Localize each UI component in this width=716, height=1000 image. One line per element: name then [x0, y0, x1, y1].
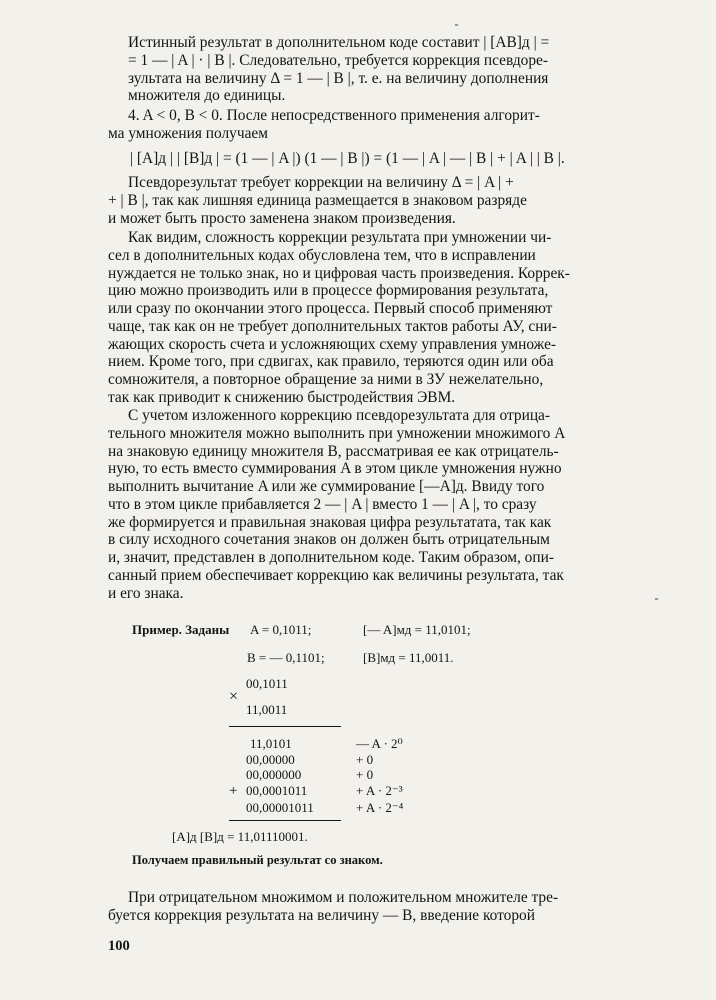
partial-product: 11,0101	[250, 736, 292, 751]
text-line: в силу исходного сочетания знаков он должен быть отрицательным	[108, 531, 550, 549]
text-line: буется коррекция результата на величину — B, введение которой	[108, 906, 535, 924]
text-line: 4. A < 0, B < 0. После непосредственного применения алгорит-	[128, 107, 540, 124]
example-conclusion: Получаем правильный результат со знаком.	[132, 853, 383, 867]
text-line: выполнить вычитание A или же суммирование [—A]д. Ввиду того	[108, 478, 545, 495]
text-line: и может быть просто заменена знаком произведения.	[108, 209, 456, 227]
print-speck	[455, 24, 458, 26]
text-line: Псевдорезультат требует коррекции на величину Δ = | A | +	[128, 174, 514, 191]
text-line: зультата на величину Δ = 1 — | B |, т. е. на величину дополнения	[128, 69, 549, 87]
text-line: множителя до единицы.	[128, 87, 286, 105]
paragraph-pseudo-result	[108, 174, 666, 227]
partial-product-note: + 0	[356, 752, 374, 767]
partial-product-note: + A · 2⁻³	[356, 783, 403, 798]
partial-product-note: + A · 2⁻⁴	[356, 800, 404, 815]
text-line: При отрицательном множимом и положительном множителе тре-	[128, 889, 559, 906]
paragraph-true-result	[108, 34, 666, 105]
paragraph-case-4	[108, 107, 666, 143]
partial-product: 00,00000	[246, 752, 295, 767]
multiply-sign: ×	[229, 688, 239, 705]
text-line: Как видим, сложность коррекции результата при умножении чи-	[128, 229, 552, 246]
example-a-definition: A = 0,1011;	[250, 622, 312, 637]
text-line: сел в дополнительных кодах обусловлена тем, что в исправлении	[108, 246, 536, 264]
text-line: на знаковую единицу множителя B, рассматривая ее как отрицатель-	[108, 442, 559, 460]
text-line: санный прием обеспечивает коррекцию как величины результата, так	[108, 566, 564, 584]
text-line: + | B |, так как лишняя единица размещается в знаковом разряде	[108, 191, 527, 209]
partial-product: 00,000000	[246, 767, 302, 782]
formula-pseudo-result: | [A]д | | [B]д | = (1 — | A |) (1 — | B |) = (1 — | A | — | B | + | A | | B |.	[130, 150, 565, 167]
text-line: и его знака.	[108, 584, 184, 602]
text-line: нуждается не только знак, но и цифровая часть произведения. Коррек-	[108, 264, 570, 282]
example-b-modified-code: [B]мд = 11,0011.	[363, 650, 454, 665]
addition-sign: +	[229, 783, 238, 799]
text-line: С учетом изложенного коррекцию псевдорезультата для отрица-	[128, 407, 551, 424]
text-line: жающих скорость счета и усложняющих схему управления умноже-	[108, 335, 557, 353]
partial-product-note: — A · 2⁰	[356, 736, 403, 751]
example-result: [A]д [B]д = 11,01110001.	[172, 829, 308, 844]
page-number: 100	[108, 938, 130, 954]
text-line: тельного множителя можно выполнить при умножении множимого A	[108, 424, 566, 442]
text-line: нием. Кроме того, при сдвигах, как правило, теряются один или оба	[108, 353, 554, 371]
text-line: = 1 — | A | · | B |. Следовательно, требуется коррекция псевдоре-	[128, 51, 549, 69]
example-intro: Пример. Заданы	[132, 622, 230, 637]
text-line: же формируется и правильная знаковая цифра результатата, так как	[108, 513, 552, 531]
text-line: чаще, так как он не требует дополнительных тактов работы АУ, сни-	[108, 317, 557, 335]
partial-product: 00,0001011	[246, 783, 308, 798]
paragraph-correction-method	[108, 407, 666, 602]
text-line: или сразу по окончании этого процесса. Первый способ применяют	[108, 300, 553, 317]
multiplicand-value: 00,1011	[246, 676, 288, 691]
text-line: и, значит, представлен в дополнительном коде. Таким образом, опи-	[108, 549, 554, 566]
sum-rule	[229, 820, 341, 821]
print-speck	[655, 598, 658, 600]
partial-product: 00,00001011	[246, 800, 314, 815]
text-line: сомножителя, а повторное обращение за ними в ЗУ нежелательно,	[108, 371, 544, 388]
paragraph-negative-multiplicand	[108, 889, 666, 925]
partial-product-note: + 0	[356, 767, 374, 782]
text-line: Истинный результат в дополнительном коде составит | [AB]д | =	[128, 34, 550, 51]
text-line: цию можно производить или в процессе формирования результата,	[108, 282, 549, 300]
paragraph-correction-complexity	[108, 229, 666, 407]
text-line: ма умножения получаем	[108, 124, 269, 142]
text-line: ную, то есть вместо суммирования A в этом цикле умножения нужно	[108, 460, 562, 478]
multiplier-value: 11,0011	[246, 702, 288, 717]
example-neg-a-modified-code: [— A]мд = 11,0101;	[363, 622, 471, 637]
example-b-definition: B = — 0,1101;	[247, 650, 325, 665]
text-line: так как приводит к снижению быстродействия ЭВМ.	[108, 388, 456, 406]
product-rule	[229, 726, 341, 727]
text-line: что в этом цикле прибавляется 2 — | A | вместо 1 — | A |, то сразу	[108, 495, 537, 513]
